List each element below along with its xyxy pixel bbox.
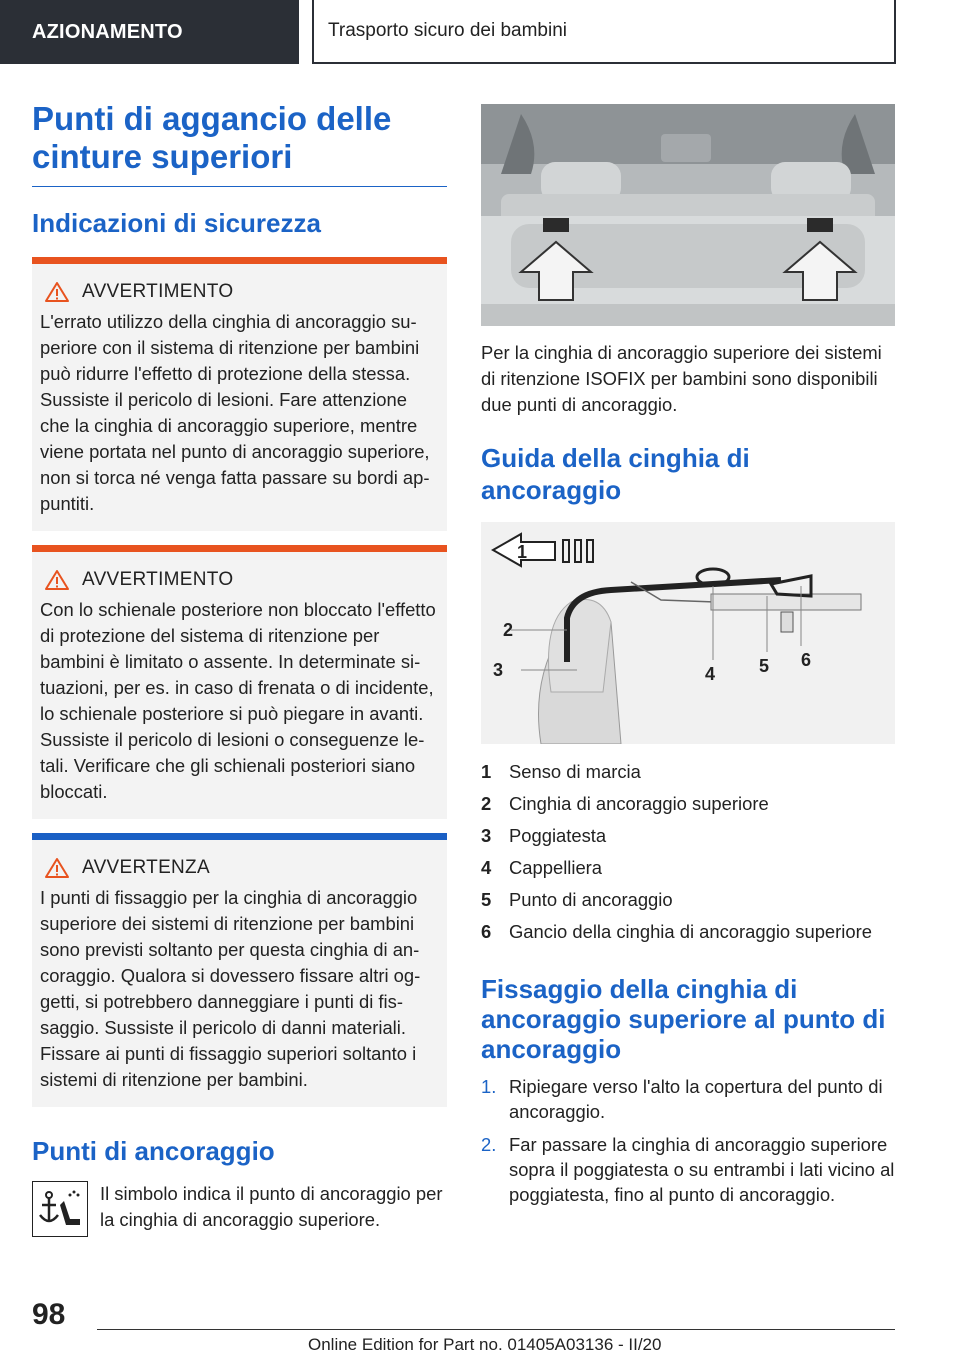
warning-triangle-icon <box>44 857 70 879</box>
warning-triangle-icon <box>44 281 70 303</box>
diagram-label-1: 1 <box>517 542 528 562</box>
photo-caption: Per la cinghia di ancoraggio superiore dei sistemi di ritenzione ISOFIX per bambini sono disponibili due punti di ancoraggio. <box>481 342 882 415</box>
rear-seat-photo <box>481 104 895 326</box>
notice-text: I punti di fissaggio per la cinghia di ancoraggio superiore dei sistemi di ritenzione per bambini sono previsti soltanto per questa cinghia di ancoraggio. Qualora si dovessero fissare altri oggetti, si potrebbero danneggiare i punti di fissaggio. Sussiste il pericolo di danni materiali. Fissare ai punti di fissaggio superiori soltanto i sistemi di ritenzione per bambini. <box>40 887 421 1090</box>
diagram-label-4: 4 <box>705 664 716 684</box>
warning-label: AVVERTIMENTO <box>82 569 234 590</box>
strap-guide-diagram <box>481 522 895 744</box>
anchor-symbol-row <box>32 1181 447 1237</box>
left-column <box>32 100 447 1237</box>
anchor-heading: Punti di ancoraggio <box>32 1136 275 1166</box>
legend-item: 1 Senso di marcia <box>481 761 641 782</box>
diagram-label-6: 6 <box>801 650 812 670</box>
page-title: Punti di aggancio delle cinture superiori <box>32 100 447 187</box>
section-tab: AZIONAMENTO <box>0 0 299 64</box>
diagram-label-5: 5 <box>759 656 770 676</box>
chapter-title: Trasporto sicuro dei bambini <box>312 0 896 64</box>
safety-heading: Indicazioni di sicurezza <box>32 208 321 238</box>
footer-edition: Online Edition for Part no. 01405A03136 - II/20 <box>308 1335 662 1354</box>
diagram-legend <box>481 756 895 948</box>
warning-box-1 <box>32 257 447 531</box>
warning-bar <box>32 257 447 264</box>
warning-label: AVVERTIMENTO <box>82 281 234 302</box>
footer-divider <box>97 1329 895 1330</box>
right-column <box>481 104 895 1215</box>
legend-item: 5 Punto di ancoraggio <box>481 889 673 910</box>
anchor-symbol-icon <box>32 1181 88 1237</box>
diagram-label-3: 3 <box>493 660 504 680</box>
notice-bar <box>32 833 447 840</box>
legend-item: 4 Cappelliera <box>481 857 603 878</box>
warning-text: L'errato utilizzo della cinghia di ancoraggio superiore con il sistema di ritenzione per bambini può ridurre l'effetto di protezione della stessa. Sussiste il pericolo di lesioni. Fare attenzione che la cinghia di ancoraggio superiore, mentre viene portata nel punto di ancoraggio superiore, non si torca né venga fatta passare su bordi appuntiti. <box>40 311 430 514</box>
step-item: 1. Ripiegare verso l'alto la copertura del punto di ancoraggio. <box>481 1076 883 1122</box>
warning-bar <box>32 545 447 552</box>
rear-seat-illustration <box>481 104 895 326</box>
warning-triangle-icon <box>44 569 70 591</box>
diagram-label-2: 2 <box>503 620 514 640</box>
legend-item: 6 Gancio della cinghia di ancoraggio superiore <box>481 921 872 942</box>
notice-label: AVVERTENZA <box>82 857 210 878</box>
fix-heading: Fissaggio della cinghia di ancoraggio superiore al punto di ancoraggio <box>481 974 886 1064</box>
notice-box <box>32 833 447 1107</box>
legend-item: 3 Poggiatesta <box>481 825 607 846</box>
page-number: 98 <box>32 1298 66 1331</box>
warning-text: Con lo schienale posteriore non bloccato l'effetto di protezione del sistema di ritenzione per bambini è limitato o assente. In determinate situazioni, per es. in caso di frenata o di incidente, lo schienale posteriore si può piegare in avanti. Sussiste il pericolo di lesioni o conseguenze letali. Verificare che gli schienali posteriori siano bloccati. <box>40 599 436 802</box>
guide-heading: Guida della cinghia di ancoraggio <box>481 443 750 505</box>
legend-item: 2 Cinghia di ancoraggio superiore <box>481 793 769 814</box>
steps-list <box>481 1074 895 1207</box>
anchor-description: Il simbolo indica il punto di ancoraggio per la cinghia di ancoraggio superiore. <box>100 1183 443 1230</box>
step-item: 2. Far passare la cinghia di ancoraggio superiore sopra il poggiatesta o su entrambi i lati vicino al poggiatesta, fino al punto di ancoraggio. <box>481 1134 895 1205</box>
strap-guide-illustration <box>481 522 895 744</box>
warning-box-2 <box>32 545 447 819</box>
